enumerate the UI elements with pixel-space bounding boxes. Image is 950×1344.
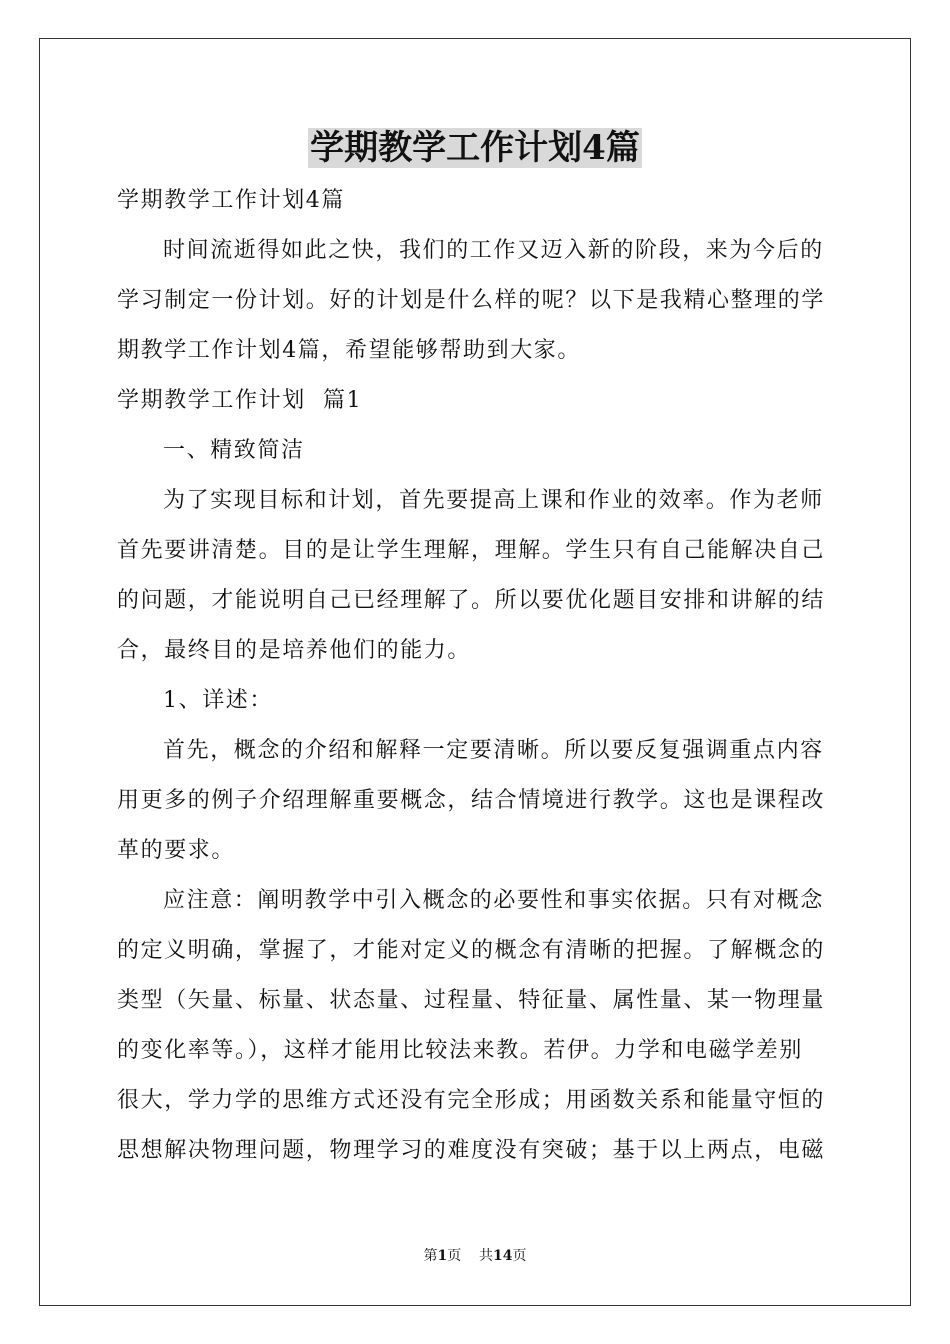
page-number-suffix: 页	[447, 1248, 462, 1264]
item-heading	[117, 676, 833, 726]
paragraph-line: 类型（矢量、标量、状态量、过程量、特征量、属性量、某一物理量	[117, 988, 826, 1013]
page-number-prefix: 第	[423, 1248, 438, 1264]
paragraph-3	[117, 876, 833, 1176]
paragraph-line: 的问题，才能说明自己已经理解了。所以要优化题目安排和讲解的结	[117, 588, 826, 613]
sub-heading-text: 一、精致简洁	[163, 438, 305, 463]
total-pages: 14	[493, 1248, 513, 1264]
document-title	[0, 126, 950, 170]
item-heading-text: 1、详述：	[163, 688, 273, 713]
document-subtitle: 学期教学工作计划4篇	[117, 188, 345, 213]
sub-heading	[117, 426, 833, 476]
paragraph-line: 很大，学力学的思维方式还没有完全形成；用函数关系和能量守恒的	[117, 1088, 826, 1113]
intro-line: 期教学工作计划4篇，希望能够帮助到大家。	[117, 338, 581, 363]
section-heading: 学期教学工作计划 篇1	[117, 388, 363, 413]
paragraph-line: 用更多的例子介绍理解重要概念，结合情境进行教学。这也是课程改	[117, 788, 826, 813]
total-pages-suffix: 页	[512, 1248, 527, 1264]
paragraph-line: 首先，概念的介绍和解释一定要清晰。所以要反复强调重点内容	[163, 738, 824, 763]
intro-paragraph	[117, 226, 833, 376]
document-title-text: 学期教学工作计划4篇	[310, 128, 640, 168]
page-number: 1	[437, 1248, 448, 1264]
paragraph-line: 革的要求。	[117, 838, 236, 863]
page-footer	[0, 1246, 950, 1266]
paragraph-line: 的定义明确，掌握了，才能对定义的概念有清晰的把握。了解概念的	[117, 938, 826, 963]
document-body	[117, 176, 833, 1176]
intro-line: 时间流逝得如此之快，我们的工作又迈入新的阶段，来为今后的	[163, 238, 824, 263]
paragraph-line: 为了实现目标和计划，首先要提高上课和作业的效率。作为老师	[163, 488, 824, 513]
intro-line: 学习制定一份计划。好的计划是什么样的呢？以下是我精心整理的学	[117, 288, 826, 313]
paragraph-line: 思想解决物理问题，物理学习的难度没有突破；基于以上两点，电磁	[117, 1138, 826, 1163]
paragraph-1	[117, 476, 833, 676]
paragraph-2	[117, 726, 833, 876]
paragraph-line: 的变化率等。），这样才能用比较法来教。若伊。力学和电磁学差别	[117, 1038, 804, 1063]
paragraph-line: 合，最终目的是培养他们的能力。	[117, 638, 472, 663]
paragraph-line: 应注意：阐明教学中引入概念的必要性和事实依据。只有对概念	[163, 888, 824, 913]
total-pages-prefix: 共	[479, 1248, 494, 1264]
paragraph-line: 首先要讲清楚。目的是让学生理解，理解。学生只有自己能解决自己	[117, 538, 826, 563]
